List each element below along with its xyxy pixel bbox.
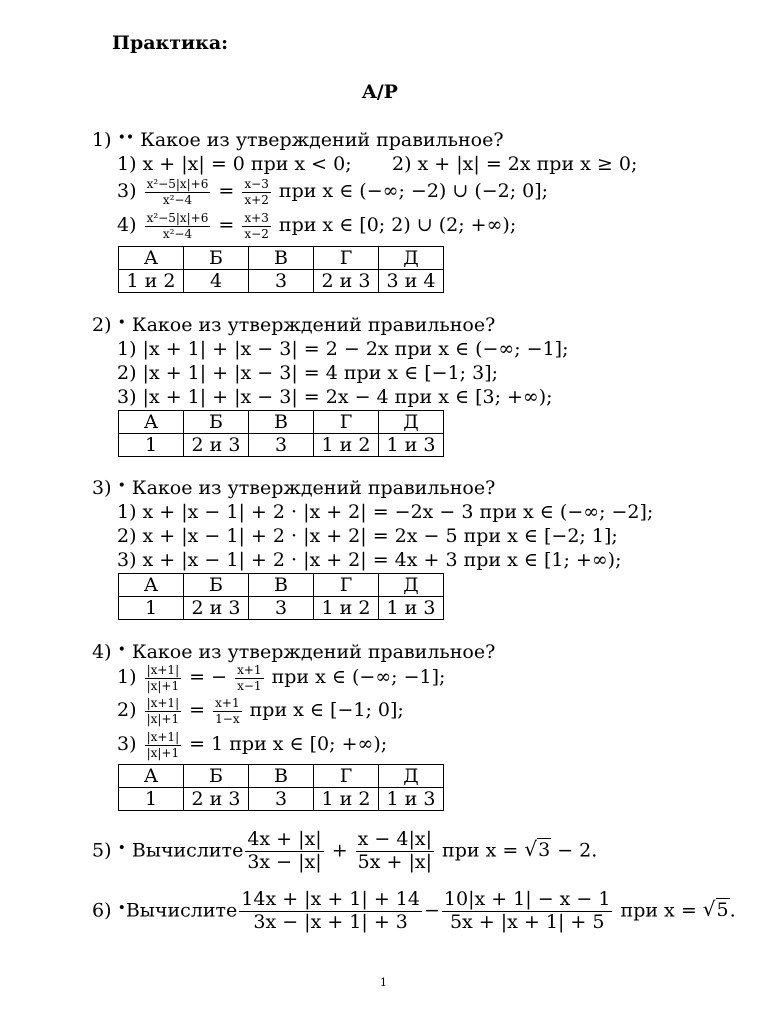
- statement-label: 1): [117, 666, 137, 689]
- task-number: 2): [92, 314, 112, 336]
- page-subtitle: A/P: [362, 81, 398, 103]
- answer-value: 4: [184, 270, 249, 293]
- answer-value-row: [119, 434, 444, 457]
- task-number: 1): [92, 129, 112, 151]
- task-1-statement-2: 2) x + |x| = 2x при x ≥ 0;: [392, 153, 638, 175]
- task-question: Какое из утверждений правильное?: [140, 129, 504, 151]
- answer-header-row: [119, 247, 444, 270]
- task-question: Какое из утверждений правильное?: [131, 314, 496, 336]
- answer-letter: Д: [379, 765, 444, 788]
- answer-letter: Г: [314, 574, 379, 597]
- task-number: 6): [92, 899, 112, 922]
- denominator: 3x − |x + 1| + 3: [253, 910, 408, 933]
- fraction: [145, 731, 182, 759]
- fraction: [235, 664, 263, 692]
- answer-header-row: [119, 765, 444, 788]
- page-heading: Практика:: [112, 32, 229, 54]
- denominator: x−2: [244, 226, 269, 241]
- answer-value-row: [119, 597, 444, 620]
- task-2-header: [92, 315, 495, 337]
- fraction: [356, 830, 434, 873]
- task-3-header: [92, 478, 495, 500]
- fraction: [145, 664, 182, 692]
- condition: при x =: [620, 899, 697, 922]
- answer-value: 3: [249, 788, 314, 811]
- task-1-statement-1: 1) x + |x| = 0 при x < 0;: [117, 153, 352, 175]
- fraction: [145, 178, 211, 206]
- square-root: [524, 838, 551, 862]
- task-2-statement-2: 2) |x + 1| + |x − 3| = 4 при x ∈ [−1; 3];: [117, 362, 499, 384]
- fraction: [242, 212, 270, 240]
- denominator: x²−4: [162, 226, 193, 241]
- task-3-statement-3: 3) x + |x − 1| + 2 · |x + 2| = 4x + 3 при x ∈ [1; +∞);: [117, 549, 622, 571]
- answer-letter: В: [249, 247, 314, 270]
- numerator: |x+1|: [146, 730, 180, 744]
- statement-label: 3): [117, 180, 137, 203]
- answer-value: 1: [119, 434, 184, 457]
- task-number: 3): [92, 477, 112, 499]
- answer-table-2: [118, 410, 444, 457]
- answer-value: 1: [119, 597, 184, 620]
- answer-value: 1 и 2: [119, 270, 184, 293]
- denominator: 1−x: [215, 711, 240, 726]
- fraction: [242, 178, 270, 206]
- denominator: x−1: [237, 678, 262, 693]
- answer-letter: Г: [314, 247, 379, 270]
- task-question: Какое из утверждений правильное?: [131, 477, 496, 499]
- task-5: [92, 830, 597, 873]
- statement-label: 4): [117, 214, 137, 237]
- numerator: |x+1|: [146, 663, 180, 677]
- denominator: x+2: [244, 192, 269, 207]
- numerator: 4x + |x|: [247, 828, 322, 850]
- condition: при x =: [442, 839, 519, 862]
- statement-label: 3): [117, 733, 137, 756]
- task-4-statement-1: [117, 664, 445, 692]
- task-number: 4): [92, 641, 112, 663]
- answer-value: 2 и 3: [314, 270, 379, 293]
- radicand: 5: [716, 899, 729, 922]
- equals-sign: = −: [189, 666, 228, 689]
- answer-value: 1: [119, 788, 184, 811]
- answer-letter: Д: [379, 247, 444, 270]
- difficulty-marker: •: [117, 900, 126, 917]
- answer-value: 1 и 2: [314, 434, 379, 457]
- answer-letter: Д: [379, 411, 444, 434]
- answer-value: 3: [249, 270, 314, 293]
- denominator: |x|+1: [146, 678, 180, 693]
- fraction: [239, 890, 422, 933]
- denominator: 5x + |x|: [357, 850, 432, 873]
- answer-letter: Б: [184, 765, 249, 788]
- answer-letter: Б: [184, 247, 249, 270]
- answer-header-row: [119, 574, 444, 597]
- page-number: 1: [380, 976, 387, 989]
- task-1-statement-3: [117, 178, 548, 206]
- denominator: 5x + |x + 1| + 5: [449, 910, 605, 933]
- task-verb: Вычислите: [131, 839, 244, 862]
- answer-header-row: [119, 411, 444, 434]
- answer-value: 1 и 3: [379, 788, 444, 811]
- denominator: |x|+1: [146, 745, 180, 760]
- answer-letter: В: [249, 574, 314, 597]
- condition-tail: − 2.: [557, 839, 598, 862]
- fraction: [245, 830, 323, 873]
- task-6: [92, 890, 736, 933]
- answer-table-3: [118, 573, 444, 620]
- numerator: x²−5|x|+6: [146, 177, 209, 191]
- task-question: Какое из утверждений правильное?: [131, 641, 496, 663]
- answer-value-row: [119, 788, 444, 811]
- radicand: 3: [538, 839, 551, 862]
- denominator: |x|+1: [146, 711, 180, 726]
- task-4-statement-3: [117, 731, 387, 759]
- statement-tail: = 1 при x ∈ [0; +∞);: [189, 733, 388, 756]
- denominator: 3x − |x|: [247, 850, 322, 873]
- difficulty-marker: •: [117, 642, 126, 658]
- condition-tail: .: [729, 899, 736, 922]
- answer-value: 1 и 2: [314, 597, 379, 620]
- statement-tail: при x ∈ [0; 2) ∪ (2; +∞);: [278, 214, 517, 237]
- equals-sign: =: [218, 180, 235, 203]
- task-2-statement-3: 3) |x + 1| + |x − 3| = 2x − 4 при x ∈ [3; +∞);: [117, 386, 553, 408]
- answer-letter: Д: [379, 574, 444, 597]
- answer-letter: А: [119, 574, 184, 597]
- fraction: [145, 212, 211, 240]
- statement-tail: при x ∈ (−∞; −2) ∪ (−2; 0];: [278, 180, 549, 203]
- answer-value: 3: [249, 434, 314, 457]
- answer-letter: Б: [184, 411, 249, 434]
- fraction: [442, 890, 613, 933]
- task-1-header: [92, 130, 504, 152]
- equals-sign: =: [189, 699, 206, 722]
- answer-letter: Г: [314, 765, 379, 788]
- answer-value: 1 и 3: [379, 434, 444, 457]
- numerator: x − 4|x|: [357, 828, 432, 850]
- answer-value: 2 и 3: [184, 788, 249, 811]
- task-3-statement-1: 1) x + |x − 1| + 2 · |x + 2| = −2x − 3 при x ∈ (−∞; −2];: [117, 501, 654, 523]
- difficulty-marker: •: [117, 478, 126, 494]
- answer-letter: В: [249, 411, 314, 434]
- answer-value: 2 и 3: [184, 597, 249, 620]
- answer-table-4: [118, 764, 444, 811]
- equals-sign: =: [218, 214, 235, 237]
- answer-value: 3 и 4: [379, 270, 444, 293]
- task-4-header: [92, 642, 495, 664]
- answer-value: 1 и 2: [314, 788, 379, 811]
- radical-sign-icon: √: [524, 837, 538, 862]
- square-root: [703, 898, 730, 922]
- task-1-statement-4: [117, 212, 516, 240]
- denominator: x²−4: [162, 192, 193, 207]
- numerator: 14x + |x + 1| + 14: [241, 888, 420, 910]
- operator: +: [331, 839, 348, 862]
- numerator: x−3: [244, 177, 269, 191]
- statement-tail: при x ∈ (−∞; −1];: [271, 666, 446, 689]
- task-4-statement-2: [117, 697, 404, 725]
- fraction: [145, 697, 182, 725]
- answer-value: 3: [249, 597, 314, 620]
- answer-letter: А: [119, 411, 184, 434]
- difficulty-marker: •: [117, 315, 126, 331]
- difficulty-marker: ••: [117, 130, 135, 146]
- numerator: |x+1|: [146, 696, 180, 710]
- answer-value: 1 и 3: [379, 597, 444, 620]
- statement-label: 2): [117, 699, 137, 722]
- difficulty-marker: •: [117, 840, 126, 857]
- numerator: x²−5|x|+6: [146, 211, 209, 225]
- answer-table-1: [118, 246, 444, 293]
- numerator: x+3: [244, 211, 269, 225]
- numerator: 10|x + 1| − x − 1: [443, 888, 611, 910]
- answer-letter: А: [119, 765, 184, 788]
- radical-sign-icon: √: [702, 897, 716, 922]
- task-verb: Вычислите: [125, 899, 238, 922]
- operator: −: [423, 899, 440, 922]
- statement-tail: при x ∈ [−1; 0];: [249, 699, 404, 722]
- task-3-statement-2: 2) x + |x − 1| + 2 · |x + 2| = 2x − 5 при x ∈ [−2; 1];: [117, 525, 618, 547]
- answer-value: 2 и 3: [184, 434, 249, 457]
- answer-letter: В: [249, 765, 314, 788]
- numerator: x+1: [237, 663, 262, 677]
- fraction: [213, 697, 241, 725]
- answer-letter: Б: [184, 574, 249, 597]
- answer-letter: А: [119, 247, 184, 270]
- answer-value-row: [119, 270, 444, 293]
- answer-letter: Г: [314, 411, 379, 434]
- numerator: x+1: [215, 696, 240, 710]
- task-number: 5): [92, 839, 112, 862]
- task-2-statement-1: 1) |x + 1| + |x − 3| = 2 − 2x при x ∈ (−∞; −1];: [117, 338, 569, 360]
